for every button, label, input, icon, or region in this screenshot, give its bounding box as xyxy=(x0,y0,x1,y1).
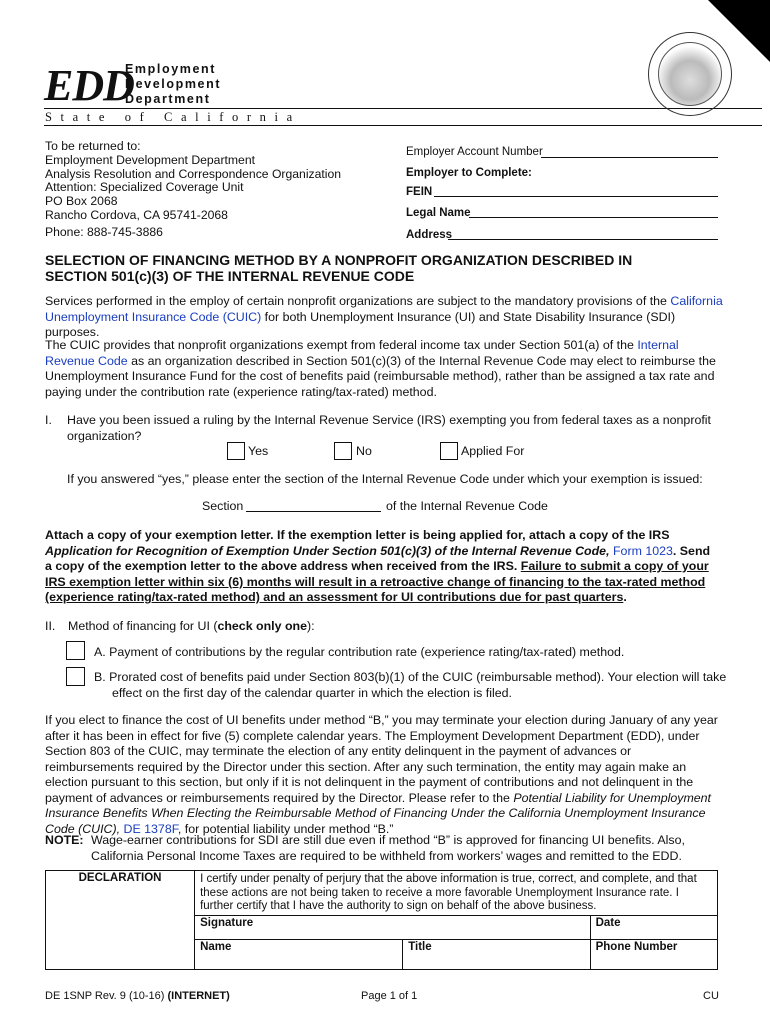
legal-name-label: Legal Name xyxy=(406,207,471,219)
state-seal xyxy=(648,32,732,116)
termination-paragraph: If you elect to finance the cost of UI benefits under method “B,” you may terminate your election during January of any year after it has been in effect for five (5) complete calendar years. The Employment Development Department (EDD), under Section 803 of the CUIC, may terminate the election of any entity delinquent in the payment of advances or reimbursements required by the Director under this section. After any such termination, the entity may again make an election pursuant to this section, but only if it is not delinquent in the payment of contributions and not delinquent in the payment of advances or reimbursements required by the Director. Please refer to the Potential Liability for Unemployment Insurance Benefits When Electing the Reimbursable Method of Financing Under the California Unemployment Insurance Code (CUIC), DE 1378F, for potential liability under method “B.” xyxy=(45,713,718,836)
yes-checkbox[interactable] xyxy=(227,442,245,460)
form-id: DE 1SNP Rev. 9 (10-16) (INTERNET) xyxy=(45,990,230,1002)
applied-for-checkbox[interactable] xyxy=(440,442,458,460)
legal-name-field[interactable] xyxy=(469,217,718,218)
phone-number-field[interactable]: Phone Number xyxy=(590,939,717,969)
section-label: Section xyxy=(202,499,244,513)
intro-paragraph-2: The CUIC provides that nonprofit organizations exempt from federal income tax under Section 501(a) of the Internal Revenue Code as an organization described in Section 501(c)(3) of the Internal Revenue Code may elect to reimburse the Unemployment Insurance Fund for the cost of benefits paid (reimbursable method), rather than be assigned a tax rate and paying under the contribution rate (experience rating/tax-rated) method. xyxy=(45,338,716,399)
method-b-text: B. Prorated cost of benefits paid under Section 803(b)(1) of the CUIC (reimbursable method). Your election will take effect on the first day of the calendar quarter in which the election is filed. xyxy=(94,670,727,700)
attach-instructions: Attach a copy of your exemption letter. If the exemption letter is being applied for, attach a copy of the IRS Application for Recognition of Exemption Under Section 501(c)(3) of the Internal Revenue Code, Form 1023. Send a copy of the exemption letter to the above address when received from the IRS. Failure to submit a copy of your IRS exemption letter within six (6) months will result in a retroactive change of financing to the tax-rated method (experience rating/tax-rated method) and an assessment for UI contributions due for past quarters. xyxy=(45,528,711,604)
section-1-number: I. xyxy=(45,413,52,427)
fein-field[interactable] xyxy=(434,196,718,197)
no-checkbox[interactable] xyxy=(334,442,352,460)
signature-field[interactable]: Signature xyxy=(195,915,591,939)
section-2-heading: Method of financing for UI (check only one): xyxy=(68,619,315,633)
method-b-checkbox[interactable] xyxy=(66,667,85,686)
declaration-label: DECLARATION xyxy=(46,871,195,970)
header-rule-bottom xyxy=(44,125,762,126)
address-label: Address xyxy=(406,229,453,241)
method-a-checkbox[interactable] xyxy=(66,641,85,660)
irc-section-field[interactable] xyxy=(246,511,381,512)
note-label: NOTE: xyxy=(45,833,84,847)
de-1378f-link[interactable]: DE 1378F xyxy=(123,821,178,836)
fein-label: FEIN xyxy=(406,186,433,198)
state-line: State of California xyxy=(45,110,301,124)
declaration-table xyxy=(45,870,718,970)
form-code: CU xyxy=(703,990,719,1002)
header-rule-top xyxy=(44,108,762,109)
section-1-followup: If you answered “yes,” please enter the section of the Internal Revenue Code under which your exemption is issued: xyxy=(67,472,703,486)
yes-label: Yes xyxy=(248,444,269,458)
employer-complete-heading: Employer to Complete: xyxy=(406,167,532,179)
intro-paragraph-1: Services performed in the employ of certain nonprofit organizations are subject to the mandatory provisions of the California Unemployment Insurance Code (CUIC) for both Unemployment Insurance (UI) and State Disability Insurance (SDI) purposes. xyxy=(45,294,723,339)
seal-emblem xyxy=(658,42,722,106)
section-2-number: II. xyxy=(45,619,56,633)
form-1023-link[interactable]: Form 1023 xyxy=(612,543,673,558)
section-suffix: of the Internal Revenue Code xyxy=(386,499,548,513)
irc-link[interactable]: Internal Revenue Code xyxy=(45,338,679,368)
applied-for-label: Applied For xyxy=(461,444,525,458)
account-number-label: Employer Account Number xyxy=(406,146,543,158)
section-1-question: Have you been issued a ruling by the Internal Revenue Service (IRS) exempting you from federal taxes as a nonprofit organization? xyxy=(67,413,711,443)
form-title: SELECTION OF FINANCING METHOD BY A NONPROFIT ORGANIZATION DESCRIBED IN SECTION 501(c)(3) OF THE INTERNAL REVENUE CODE xyxy=(45,252,633,284)
method-a-text: A. Payment of contributions by the regular contribution rate (experience rating/tax-rated) method. xyxy=(94,645,625,659)
note-text: Wage-earner contributions for SDI are still due even if method “B” is approved for financing UI benefits. Also, California Personal Income Taxes are required to be withheld from workers’ wages and remitted to the EDD. xyxy=(91,833,685,863)
edd-logo: EDD xyxy=(44,61,134,110)
declaration-text: I certify under penalty of perjury that the above information is true, correct, and complete, and that these actions are not being taken to receive a more favorable Unemployment Insurance rate. I further certify that I have the authority to sign on behalf of the above business. xyxy=(195,871,718,916)
page-number: Page 1 of 1 xyxy=(361,990,418,1002)
return-address: To be returned to: Employment Development Department Analysis Resolution and Correspondence Organization Attention: Specialized Coverage Unit PO Box 2068 Rancho Cordova, CA 95741-2068 Phone: 888-745-3886 xyxy=(45,139,342,239)
name-field[interactable]: Name xyxy=(195,939,403,969)
date-field[interactable]: Date xyxy=(590,915,717,939)
no-label: No xyxy=(356,444,372,458)
address-field[interactable] xyxy=(448,239,718,240)
cuic-link[interactable]: California Unemployment Insurance Code (CUIC) xyxy=(45,294,723,324)
agency-name: Employment Development Department xyxy=(125,62,222,106)
title-field[interactable]: Title xyxy=(403,939,590,969)
account-number-field[interactable] xyxy=(541,157,718,158)
